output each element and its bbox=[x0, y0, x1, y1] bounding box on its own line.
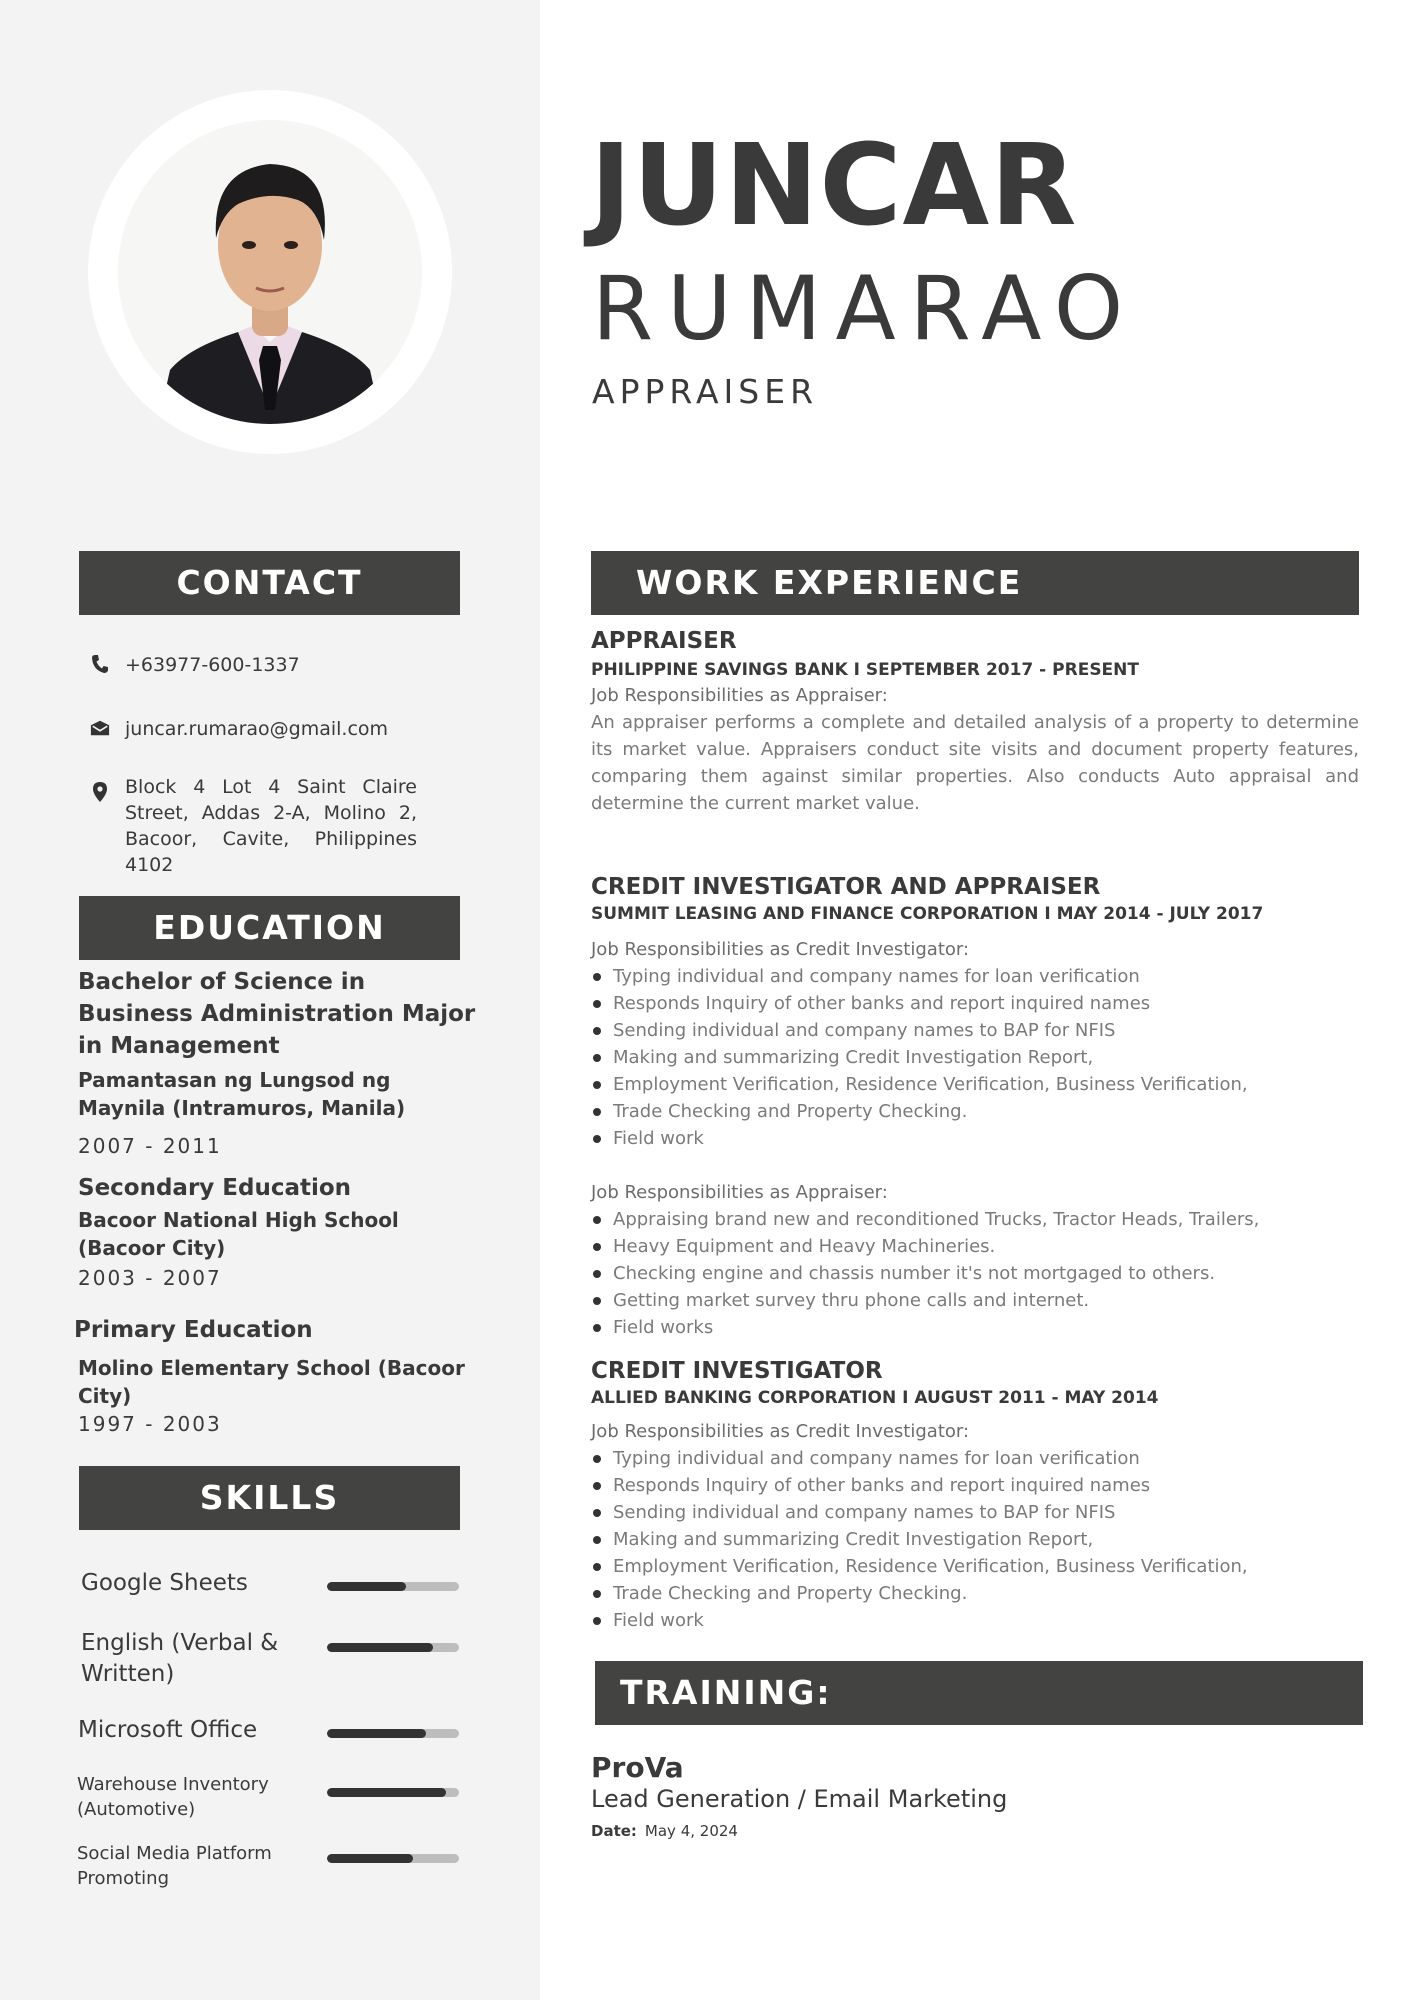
education-item bbox=[78, 1172, 478, 1292]
list-item: Getting market survey thru phone calls and internet. bbox=[591, 1287, 1359, 1314]
skill-level-bar bbox=[327, 1582, 459, 1591]
list-item: Employment Verification, Residence Verification, Business Verification, bbox=[591, 1553, 1359, 1580]
training-title: ProVa bbox=[591, 1751, 684, 1784]
list-item: Sending individual and company names to BAP for NFIS bbox=[591, 1017, 1359, 1044]
degree: Bachelor of Science in Business Administration Major in Management bbox=[78, 969, 476, 1059]
profile-photo bbox=[118, 120, 422, 424]
phone-icon bbox=[90, 652, 110, 676]
list-item: Field work bbox=[591, 1607, 1359, 1634]
job-title: APPRAISER bbox=[591, 628, 737, 654]
training-heading: TRAINING: bbox=[595, 1661, 1363, 1725]
bullet-icon bbox=[593, 1081, 601, 1089]
bullet-icon bbox=[593, 1509, 601, 1517]
bullet-icon bbox=[593, 1270, 601, 1278]
job-role: APPRAISER bbox=[592, 372, 819, 411]
home-address: Block 4 Lot 4 Saint Claire Street, Addas 2-A, Molino 2, Bacoor, Cavite, Philippines 4102 bbox=[125, 776, 417, 876]
contact-email bbox=[90, 716, 388, 742]
envelope-icon bbox=[90, 716, 110, 740]
job-subheading: Job Responsibilities as Appraiser: bbox=[591, 685, 888, 706]
skill-level-fill bbox=[327, 1854, 413, 1863]
years: 2007 - 2011 bbox=[78, 1134, 222, 1158]
bullet-icon bbox=[593, 1135, 601, 1143]
job-title: CREDIT INVESTIGATOR bbox=[591, 1358, 883, 1384]
bullet-icon bbox=[593, 1108, 601, 1116]
education-item bbox=[78, 966, 478, 1160]
skill-level-fill bbox=[327, 1643, 433, 1652]
bullet-icon bbox=[593, 1243, 601, 1251]
list-item: Responds Inquiry of other banks and report inquired names bbox=[591, 1472, 1359, 1499]
degree: Primary Education bbox=[74, 1317, 313, 1343]
date-label: Date: bbox=[591, 1822, 637, 1840]
degree: Secondary Education bbox=[78, 1175, 352, 1201]
years: 2003 - 2007 bbox=[78, 1266, 222, 1290]
years: 1997 - 2003 bbox=[78, 1412, 222, 1436]
list-item: Field works bbox=[591, 1314, 1359, 1341]
bullet-icon bbox=[593, 1324, 601, 1332]
email-address[interactable]: juncar.rumarao@gmail.com bbox=[125, 718, 389, 740]
job-entry bbox=[591, 872, 1359, 1341]
skill-label: Warehouse Inventory (Automotive) bbox=[77, 1774, 269, 1820]
work-experience-heading: WORK EXPERIENCE bbox=[591, 551, 1359, 615]
bullet-icon bbox=[593, 1027, 601, 1035]
bullet-icon bbox=[593, 973, 601, 981]
school: Molino Elementary School (Bacoor City) bbox=[78, 1356, 465, 1408]
job-entry bbox=[591, 626, 1359, 817]
skill-level-bar bbox=[327, 1854, 459, 1863]
list-item: Employment Verification, Residence Verification, Business Verification, bbox=[591, 1071, 1359, 1098]
job-subheading: Job Responsibilities as Credit Investigator: bbox=[591, 939, 970, 960]
bullet-icon bbox=[593, 1000, 601, 1008]
skill-level-bar bbox=[327, 1788, 459, 1797]
skill-label: Social Media Platform Promoting bbox=[77, 1843, 272, 1889]
contact-phone bbox=[90, 652, 300, 678]
skills-heading: SKILLS bbox=[79, 1466, 460, 1530]
list-item: Heavy Equipment and Heavy Machineries. bbox=[591, 1233, 1359, 1260]
last-name: RUMARAO bbox=[592, 257, 1138, 360]
bullet-icon bbox=[593, 1563, 601, 1571]
job-description: An appraiser performs a complete and detailed analysis of a property to determine its market value. Appraisers conduct site visits and document property features, comparing them against similar properties. Also conducts Auto appraisal and determine the current market value. bbox=[591, 712, 1359, 814]
first-name: JUNCAR bbox=[590, 121, 1078, 251]
bullet-icon bbox=[593, 1297, 601, 1305]
list-item: Trade Checking and Property Checking. bbox=[591, 1580, 1359, 1607]
list-item: Making and summarizing Credit Investigation Report, bbox=[591, 1526, 1359, 1553]
bullet-icon bbox=[593, 1617, 601, 1625]
list-item: Trade Checking and Property Checking. bbox=[591, 1098, 1359, 1125]
training-entry bbox=[591, 1752, 1359, 1842]
skill-label: Google Sheets bbox=[81, 1570, 248, 1596]
school: Pamantasan ng Lungsod ng Maynila (Intramuros, Manila) bbox=[78, 1068, 406, 1120]
job-subheading: Job Responsibilities as Appraiser: bbox=[591, 1182, 888, 1203]
bullet-icon bbox=[593, 1482, 601, 1490]
job-subheading: Job Responsibilities as Credit Investigator: bbox=[591, 1421, 970, 1442]
training-date bbox=[591, 1820, 1359, 1842]
list-item: Making and summarizing Credit Investigation Report, bbox=[591, 1044, 1359, 1071]
skill-level-bar bbox=[327, 1729, 459, 1738]
list-item: Checking engine and chassis number it's not mortgaged to others. bbox=[591, 1260, 1359, 1287]
job-entry bbox=[591, 1356, 1359, 1634]
school: Bacoor National High School (Bacoor City) bbox=[78, 1208, 399, 1260]
location-pin-icon bbox=[90, 780, 110, 804]
bullet-icon bbox=[593, 1536, 601, 1544]
job-company: PHILIPPINE SAVINGS BANK I SEPTEMBER 2017 - PRESENT bbox=[591, 660, 1139, 680]
skill-level-bar bbox=[327, 1643, 459, 1652]
job-company: ALLIED BANKING CORPORATION I AUGUST 2011 - MAY 2014 bbox=[591, 1388, 1159, 1408]
list-item: Typing individual and company names for loan verification bbox=[591, 1445, 1359, 1472]
skill-label: English (Verbal & Written) bbox=[81, 1630, 279, 1687]
list-item: Sending individual and company names to BAP for NFIS bbox=[591, 1499, 1359, 1526]
bullet-icon bbox=[593, 1590, 601, 1598]
list-item: Responds Inquiry of other banks and report inquired names bbox=[591, 990, 1359, 1017]
list-item: Field work bbox=[591, 1125, 1359, 1152]
phone-number[interactable]: +63977-600-1337 bbox=[125, 654, 300, 676]
education-heading: EDUCATION bbox=[79, 896, 460, 960]
date-value: May 4, 2024 bbox=[644, 1822, 738, 1840]
job-title: CREDIT INVESTIGATOR AND APPRAISER bbox=[591, 874, 1101, 900]
contact-heading: CONTACT bbox=[79, 551, 460, 615]
skill-label: Microsoft Office bbox=[78, 1717, 258, 1743]
bullet-icon bbox=[593, 1054, 601, 1062]
contact-address bbox=[90, 774, 417, 878]
bullet-icon bbox=[593, 1216, 601, 1224]
list-item: Typing individual and company names for loan verification bbox=[591, 963, 1359, 990]
skill-level-fill bbox=[327, 1582, 406, 1591]
list-item: Appraising brand new and reconditioned Trucks, Tractor Heads, Trailers, bbox=[591, 1206, 1359, 1233]
training-subtitle: Lead Generation / Email Marketing bbox=[591, 1785, 1008, 1813]
job-company: SUMMIT LEASING AND FINANCE CORPORATION I MAY 2014 - JULY 2017 bbox=[591, 904, 1264, 924]
bullet-icon bbox=[593, 1455, 601, 1463]
skill-level-fill bbox=[327, 1788, 446, 1797]
skill-level-fill bbox=[327, 1729, 426, 1738]
education-item bbox=[74, 1314, 474, 1438]
